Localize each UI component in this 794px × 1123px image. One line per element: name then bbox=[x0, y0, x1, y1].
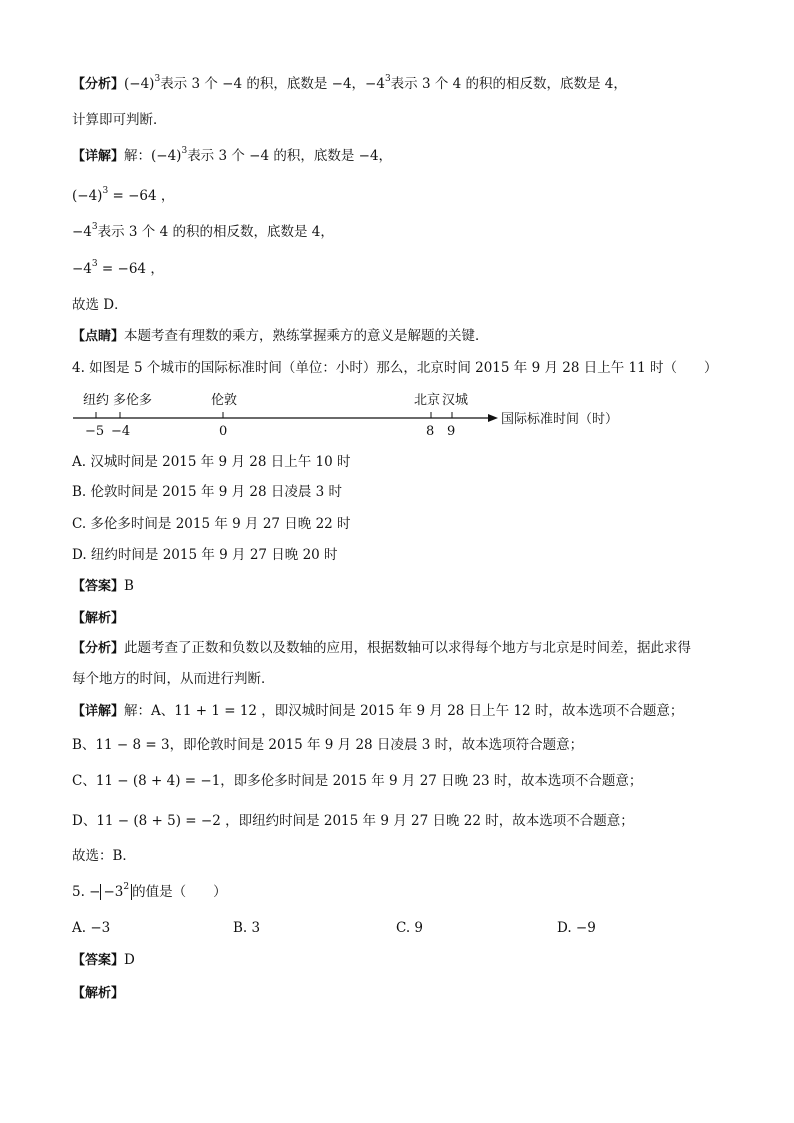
q5-number: 5. bbox=[72, 884, 90, 900]
jiexi-tag: 【解析】 bbox=[72, 611, 125, 626]
text: 此题考查了正数和负数以及数轴的应用，根据数轴可以求得每个地方与北京是时间差，据此求得 bbox=[124, 640, 692, 656]
detail-tag: 【详解】 bbox=[72, 704, 125, 719]
q3-analysis-line-1 bbox=[72, 74, 627, 95]
text: 表示 3 个 −4 的积，底数是 −4， bbox=[187, 148, 393, 164]
text: = −64 ， bbox=[108, 188, 175, 204]
q4-detail-d: D、11 − (8 + 5) = −2 ，即纽约时间是 2015 年 9 月 27 日晚 22 时，故本选项不合题意； bbox=[72, 813, 634, 829]
q4-jiexi-tag bbox=[72, 608, 124, 629]
expr: (−4) bbox=[72, 188, 103, 204]
expr: −4 bbox=[72, 224, 92, 240]
q4-option-d: D. 纽约时间是 2015 年 9 月 27 日晚 20 时 bbox=[72, 547, 338, 563]
text: = −64 ， bbox=[97, 261, 164, 277]
answer-value: B bbox=[124, 578, 134, 594]
q5-option-b: B. 3 bbox=[233, 920, 261, 936]
expr-neg4-cubed: (−4) bbox=[124, 76, 155, 92]
minus-sign: − bbox=[89, 884, 101, 900]
axis-label: 国际标准时间（时） bbox=[501, 412, 619, 427]
q5-answer-line bbox=[72, 950, 135, 971]
expr: −4 bbox=[72, 261, 92, 277]
tick-label-neg5: −5 bbox=[85, 424, 105, 439]
absolute-value bbox=[100, 884, 132, 900]
q3-detail-line-1 bbox=[72, 146, 392, 167]
city-seoul: 汉城 bbox=[442, 393, 469, 408]
text: 表示 3 个 4 的积的相反数，底数是 4， bbox=[390, 76, 627, 92]
q3-comment-line bbox=[72, 326, 489, 347]
q4-option-c: C. 多伦多时间是 2015 年 9 月 27 日晚 22 时 bbox=[72, 516, 351, 532]
q4-detail-c: C、11 − (8 + 4) = −1，即多伦多时间是 2015 年 9 月 27 日晚 23 时，故本选项不合题意； bbox=[72, 773, 643, 789]
comment-tag: 【点睛】 bbox=[72, 329, 125, 344]
text: 解： bbox=[124, 148, 152, 164]
tick-label-9: 9 bbox=[447, 424, 456, 439]
q4-detail-b: B、11 − 8 = 3，即伦敦时间是 2015 年 9 月 28 日凌晨 3 时，故本选项符合题意； bbox=[72, 737, 584, 753]
q3-detail-line-4 bbox=[72, 259, 164, 279]
exponent: 3 bbox=[102, 186, 109, 196]
jiexi-tag: 【解析】 bbox=[72, 986, 125, 1001]
city-newyork: 纽约 bbox=[83, 393, 110, 408]
exponent: 2 bbox=[123, 882, 130, 892]
q4-detail-a bbox=[72, 701, 683, 722]
text: 解：A、11 + 1 = 12 ，即汉城时间是 2015 年 9 月 28 日上午 12 时，故本选项不合题意； bbox=[124, 703, 684, 719]
city-london: 伦敦 bbox=[211, 393, 238, 408]
expr-neg4-cubed: (−4) bbox=[151, 148, 182, 164]
exponent: 3 bbox=[91, 222, 98, 232]
detail-tag: 【详解】 bbox=[72, 149, 125, 164]
q5-stem bbox=[72, 882, 227, 902]
exponent: 3 bbox=[384, 74, 391, 84]
q4-option-a: A. 汉城时间是 2015 年 9 月 28 日上午 10 时 bbox=[72, 454, 351, 470]
exponent: 3 bbox=[154, 74, 161, 84]
answer-tag: 【答案】 bbox=[72, 953, 125, 968]
q5-option-a: A. −3 bbox=[72, 920, 111, 936]
q5-jiexi-tag bbox=[72, 983, 124, 1004]
exponent: 3 bbox=[181, 146, 188, 156]
inner-expr: −3 bbox=[103, 884, 124, 900]
city-toronto: 多伦多 bbox=[113, 393, 153, 408]
tick-label-0: 0 bbox=[219, 424, 228, 439]
text: 表示 3 个 4 的积的相反数，底数是 4， bbox=[97, 224, 334, 240]
q4-answer-line bbox=[72, 576, 134, 597]
tick-label-neg4: −4 bbox=[111, 424, 131, 439]
q3-detail-line-3 bbox=[72, 222, 334, 242]
q5-option-d: D. −9 bbox=[557, 920, 596, 936]
city-beijing: 北京 bbox=[414, 393, 441, 408]
analysis-tag: 【分析】 bbox=[72, 77, 125, 92]
answer-value: D bbox=[124, 952, 135, 968]
q3-detail-line-2 bbox=[72, 186, 174, 206]
q4-option-b: B. 伦敦时间是 2015 年 9 月 28 日凌晨 3 时 bbox=[72, 484, 343, 500]
q3-conclusion: 故选 D． bbox=[72, 297, 128, 313]
q4-analysis-line-1 bbox=[72, 638, 691, 659]
text: 的值是（ ） bbox=[132, 884, 227, 900]
q4-analysis-line-2: 每个地方的时间，从而进行判断． bbox=[72, 671, 275, 687]
time-number-line bbox=[70, 390, 670, 440]
q3-analysis-line-2: 计算即可判断． bbox=[72, 112, 167, 128]
q4-stem: 4. 如图是 5 个城市的国际标准时间（单位：小时）那么，北京时间 2015 年 9 月 28 日上午 11 时（ ） bbox=[72, 360, 718, 376]
q4-conclusion: 故选：B． bbox=[72, 848, 136, 864]
analysis-tag: 【分析】 bbox=[72, 641, 125, 656]
exponent: 3 bbox=[91, 259, 98, 269]
text: 本题考查有理数的乘方，熟练掌握乘方的意义是解题的关键． bbox=[124, 328, 489, 344]
tick-label-8: 8 bbox=[426, 424, 435, 439]
axis-arrow-icon bbox=[488, 414, 498, 422]
q5-option-c: C. 9 bbox=[396, 920, 424, 936]
text: 表示 3 个 −4 的积，底数是 −4，−4 bbox=[160, 76, 385, 92]
answer-tag: 【答案】 bbox=[72, 579, 125, 594]
